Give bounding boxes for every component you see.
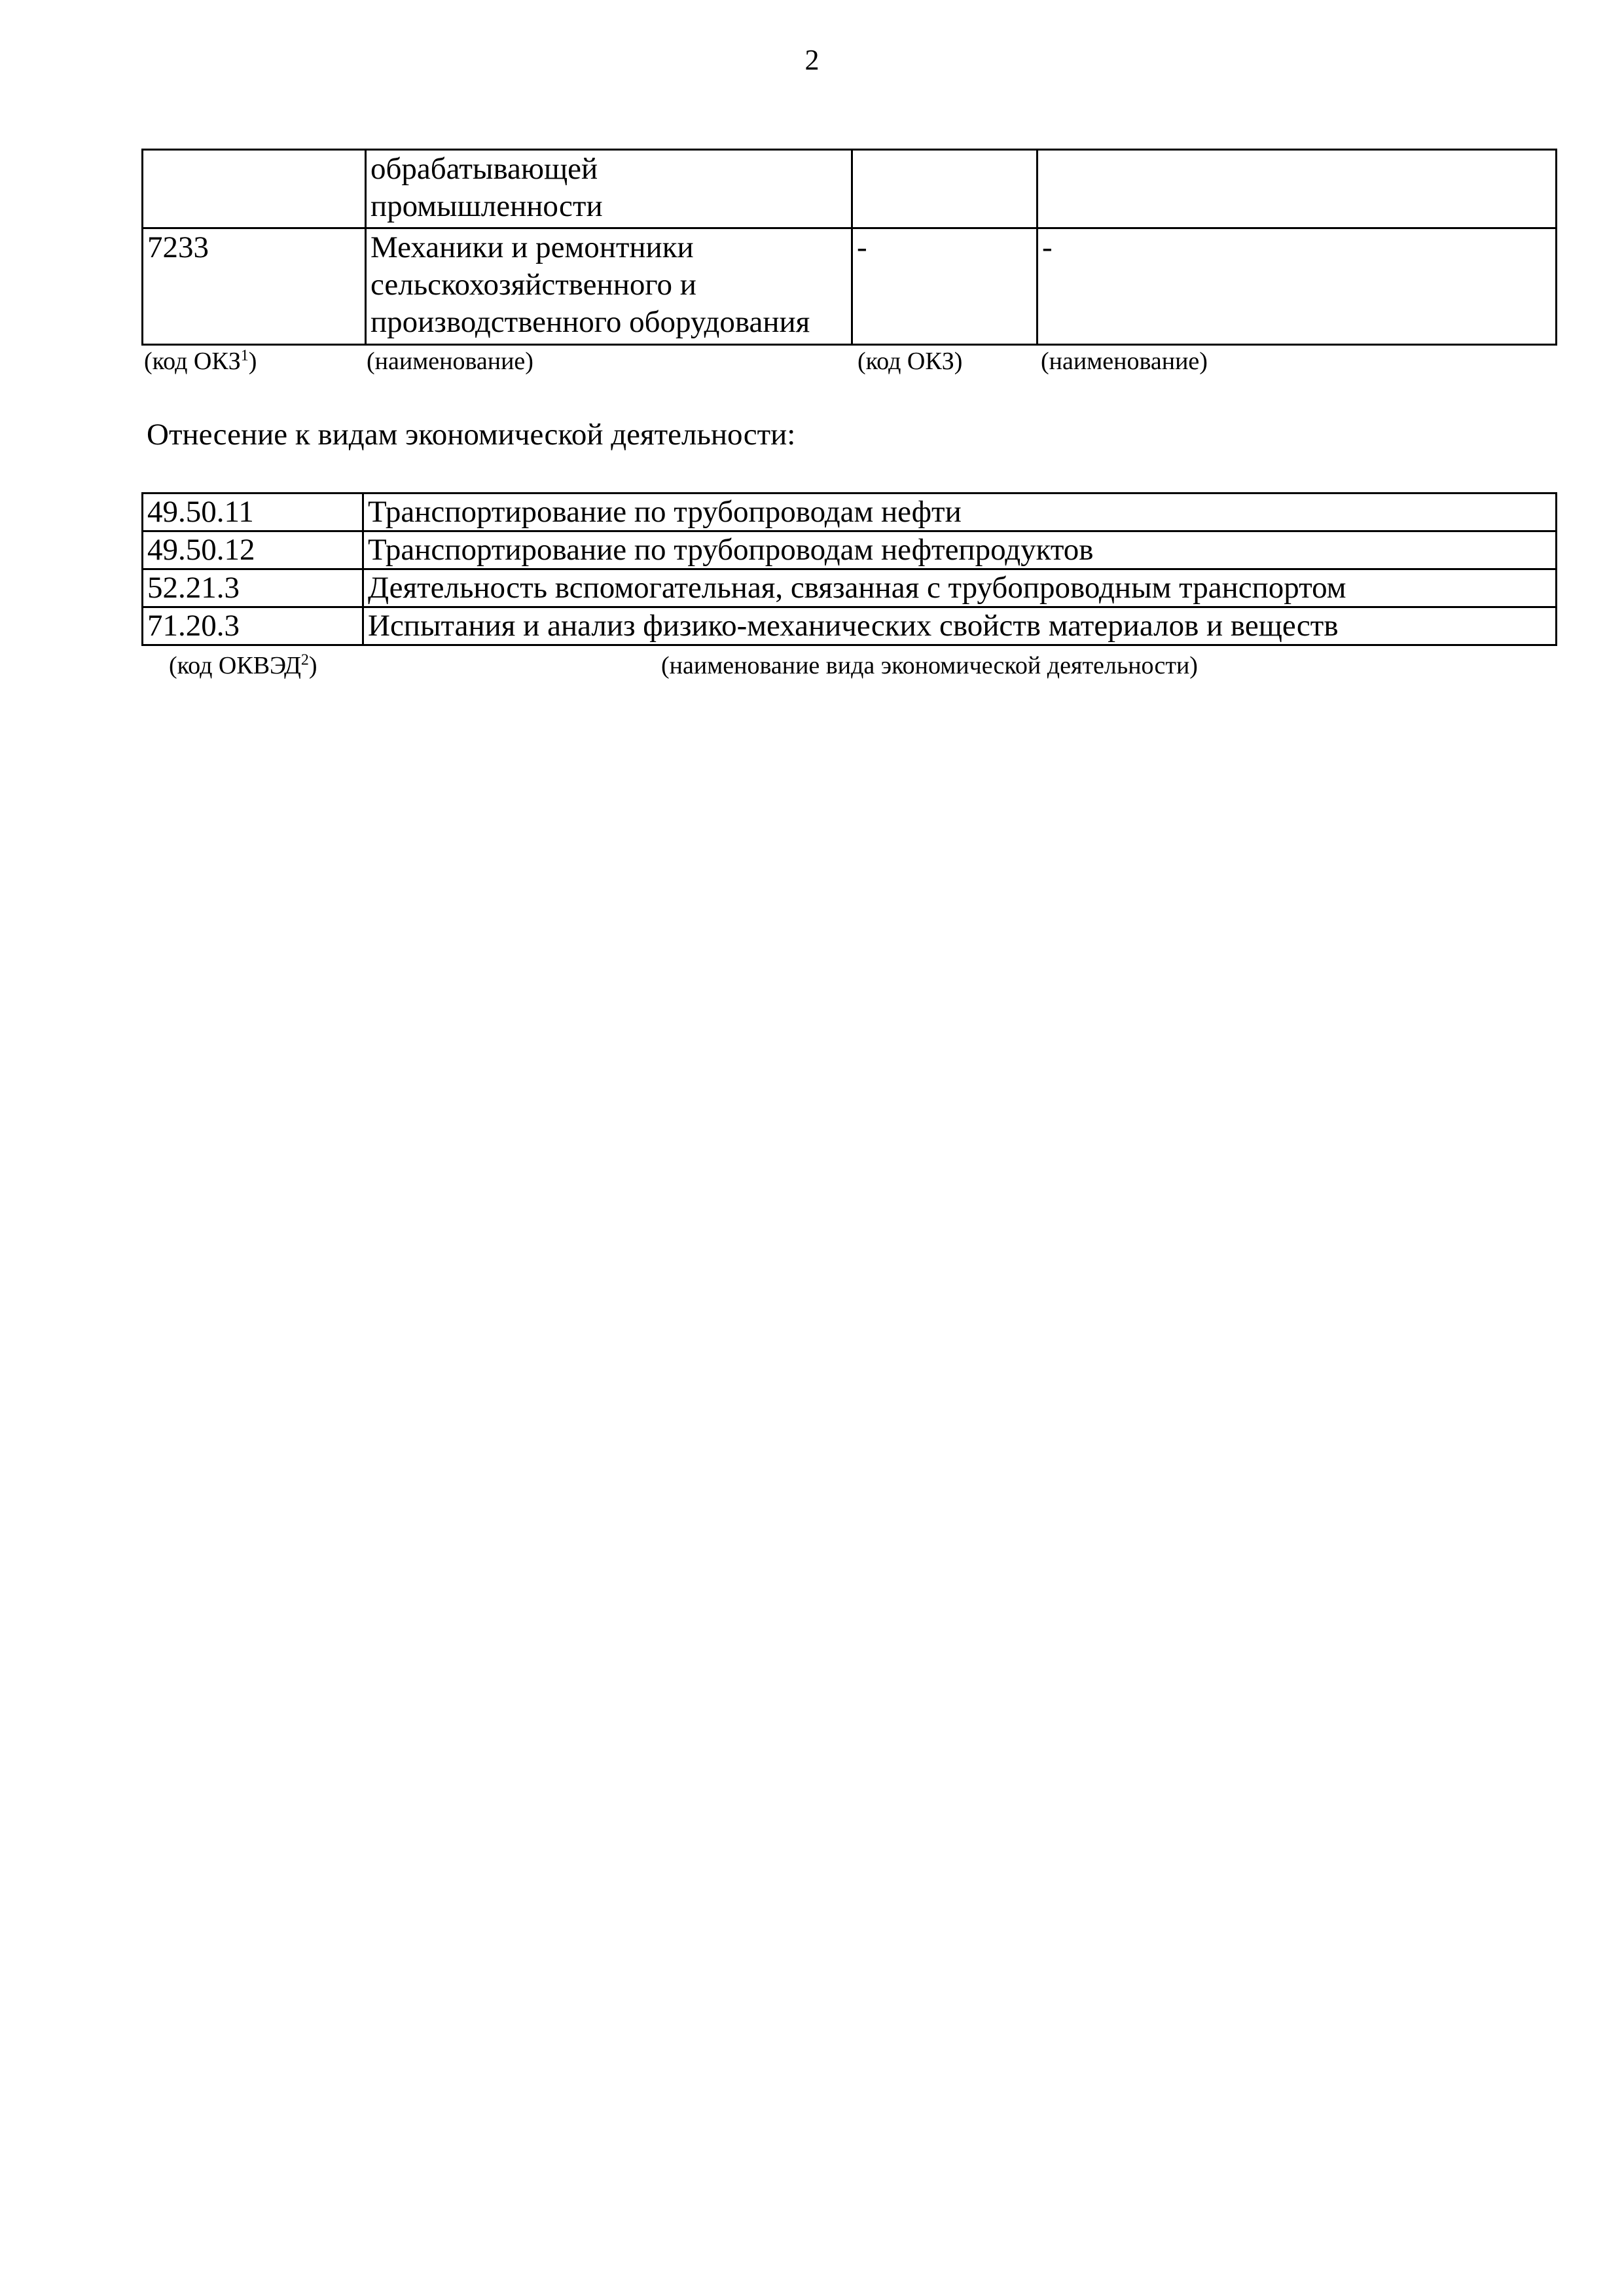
activity-name-cell: Транспортирование по трубопроводам нефтепродуктов	[363, 531, 1557, 569]
okz-name-cell-2	[1038, 150, 1557, 228]
okz-code-cell	[143, 150, 366, 228]
okz-code-caption: (код ОКЗ$^1$)	[144, 347, 257, 375]
okz-name-cell-2: -	[1038, 228, 1557, 345]
activity-name-cell: Испытания и анализ физико-механических свойств материалов и веществ	[363, 607, 1557, 645]
table-row	[143, 150, 1557, 228]
okved-code-cell: 71.20.3	[143, 607, 363, 645]
table-row	[143, 607, 1557, 645]
okz-code-cell: 7233	[143, 228, 366, 345]
name-caption-2: (наименование)	[1041, 348, 1208, 375]
okved-code-caption: (код ОКВЭД$^2$)	[169, 651, 317, 679]
table-row	[143, 531, 1557, 569]
okved-code-cell: 49.50.12	[143, 531, 363, 569]
okved-code-cell: 49.50.11	[143, 493, 363, 531]
table-row	[143, 228, 1557, 345]
okved-code-cell: 52.21.3	[143, 569, 363, 607]
activity-name-caption: (наименование вида экономической деятельности)	[661, 652, 1198, 679]
name-caption: (наименование)	[367, 348, 533, 375]
page-number: 2	[804, 44, 820, 76]
activity-name-cell: Деятельность вспомогательная, связанная с трубопроводным транспортом	[363, 569, 1557, 607]
activity-name-cell: Транспортирование по трубопроводам нефти	[363, 493, 1557, 531]
footnote-marker: 1	[240, 347, 249, 365]
occupation-name-cell: обрабатывающей промышленности	[366, 150, 852, 228]
footnote-marker: 2	[300, 651, 309, 669]
okz-code-cell-2	[852, 150, 1038, 228]
section-heading: Отнесение к видам экономической деятельности:	[147, 418, 796, 452]
okved-table	[141, 492, 1557, 646]
okz-code-caption-2: (код ОКЗ)	[857, 348, 963, 375]
occupation-name-cell: Механики и ремонтники сельскохозяйственного и производственного оборудования	[366, 228, 852, 345]
table-row	[143, 493, 1557, 531]
okz-code-cell-2: -	[852, 228, 1038, 345]
okz-table	[141, 149, 1557, 346]
table-row	[143, 569, 1557, 607]
